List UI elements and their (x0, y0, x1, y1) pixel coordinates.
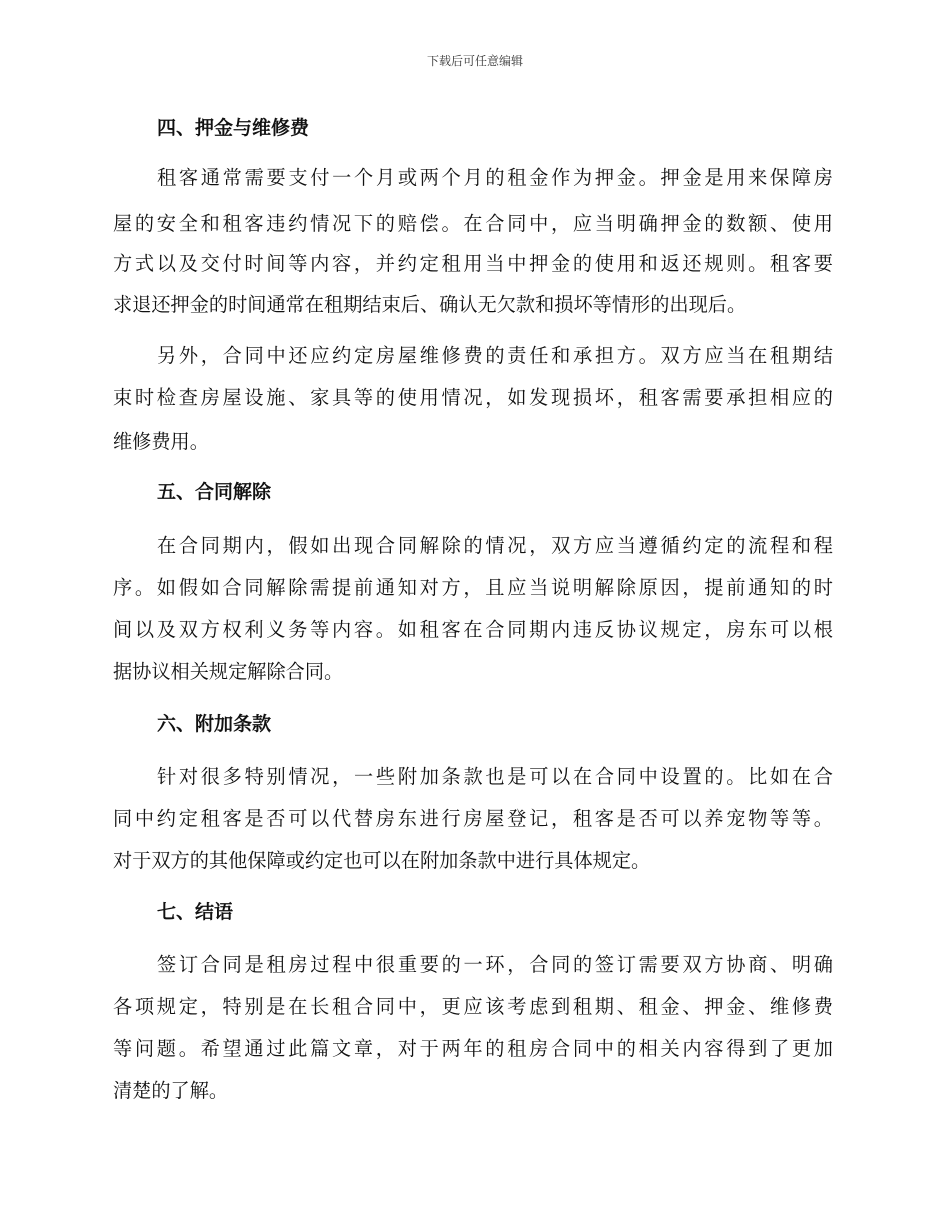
paragraph-line: 屋的安全和租客违约情况下的赔偿。在合同中，应当明确押金的数额、使用 (113, 212, 833, 235)
paragraph-line: 签订合同是租房过程中很重要的一环，合同的签订需要双方协商、明确 (157, 953, 833, 976)
paragraph-line: 租客通常需要支付一个月或两个月的租金作为押金。押金是用来保障房 (157, 166, 833, 189)
paragraph-line: 方式以及交付时间等内容，并约定租用当中押金的使用和返还规则。租客要 (113, 252, 833, 275)
paragraph-line: 间以及双方权利义务等内容。如租客在合同期内违反协议规定，房东可以根 (113, 618, 833, 641)
paragraph-line: 各项规定，特别是在长租合同中，更应该考虑到租期、租金、押金、维修费 (113, 995, 833, 1018)
paragraph-line: 求退还押金的时间通常在租期结束后、确认无欠款和损坏等情形的出现后。 (113, 293, 747, 316)
paragraph-line: 对于双方的其他保障或约定也可以在附加条款中进行具体规定。 (113, 849, 651, 872)
paragraph-line: 同中约定租客是否可以代替房东进行房屋登记，租客是否可以养宠物等等。 (113, 807, 833, 830)
paragraph-line: 在合同期内，假如出现合同解除的情况，双方应当遵循约定的流程和程 (157, 534, 833, 557)
paragraph-line: 针对很多特别情况，一些附加条款也是可以在合同中设置的。比如在合 (157, 765, 833, 788)
paragraph-line: 维修费用。 (113, 430, 209, 453)
paragraph-line: 据协议相关规定解除合同。 (113, 660, 344, 683)
page-header: 下载后可任意编辑 (426, 54, 523, 68)
paragraph-line: 等问题。希望通过此篇文章，对于两年的租房合同中的相关内容得到了更加 (113, 1037, 833, 1060)
section-heading-conclusion: 七、结语 (157, 901, 234, 923)
section-heading-deposit: 四、押金与维修费 (157, 117, 310, 139)
paragraph-line: 另外，合同中还应约定房屋维修费的责任和承担方。双方应当在租期结 (157, 344, 833, 367)
section-heading-additional-terms: 六、附加条款 (157, 713, 272, 735)
paragraph-line: 束时检查房屋设施、家具等的使用情况，如发现损坏，租客需要承担相应的 (113, 386, 833, 409)
paragraph-line: 序。如假如合同解除需提前通知对方，且应当说明解除原因，提前通知的时 (113, 576, 833, 599)
section-heading-termination: 五、合同解除 (157, 481, 272, 503)
paragraph-line: 清楚的了解。 (113, 1079, 229, 1102)
